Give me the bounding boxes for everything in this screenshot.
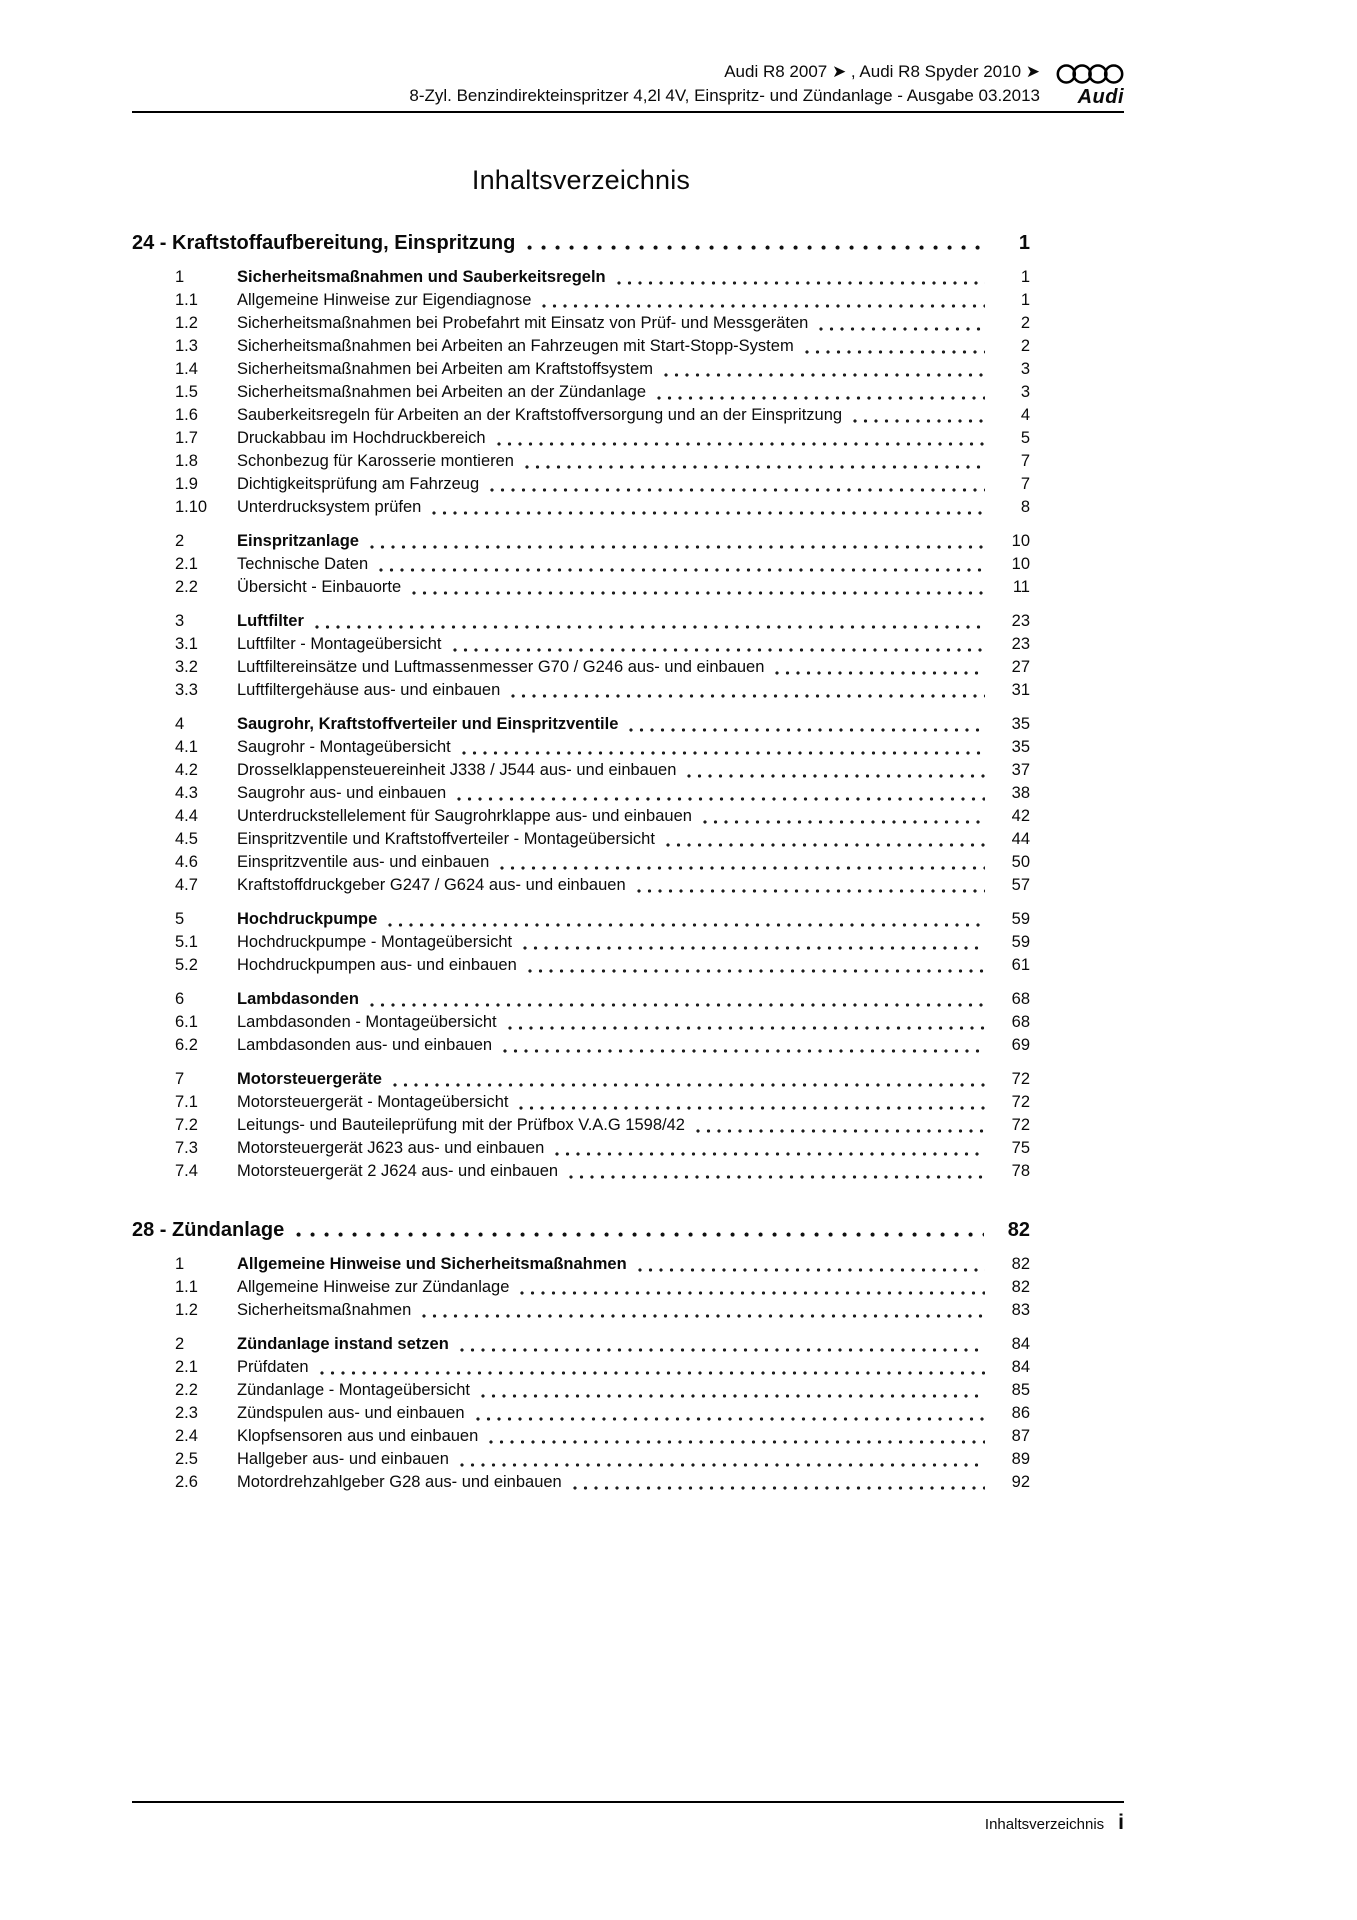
entry-page-number: 31 — [1011, 681, 1030, 699]
dot-leader — [460, 1348, 985, 1352]
entry-title: Dichtigkeitsprüfung am Fahrzeug — [237, 475, 480, 493]
entry-page-number: 3 — [1020, 360, 1030, 378]
entry-page-number: 1 — [1020, 268, 1030, 286]
dot-leader — [462, 751, 985, 755]
dot-leader — [569, 1175, 985, 1179]
entry-number: 2.6 — [175, 1473, 198, 1491]
page-title: Inhaltsverzeichnis — [471, 165, 691, 195]
entry-number: 1.9 — [175, 475, 198, 493]
header-text — [409, 60, 1040, 108]
dot-leader — [527, 245, 984, 250]
entry-title: Hochdruckpumpe - Montageübersicht — [237, 933, 513, 951]
dot-leader — [315, 625, 985, 629]
toc-entry-row — [132, 679, 1030, 702]
entry-title: Motorsteuergerät 2 J624 aus- und einbauen — [237, 1162, 559, 1180]
entry-page-number: 44 — [1011, 830, 1030, 848]
entry-number: 1.5 — [175, 383, 198, 401]
entry-title: Hochdruckpumpen aus- und einbauen — [237, 956, 517, 974]
toc-entry-row — [132, 1034, 1030, 1057]
entry-number: 5 — [175, 910, 185, 928]
entry-number: 1.3 — [175, 337, 198, 355]
dot-leader — [703, 820, 985, 824]
entry-number: 1.1 — [175, 291, 198, 309]
entry-number: 2.2 — [175, 578, 198, 596]
chapter-page-number: 82 — [1007, 1219, 1030, 1241]
dot-leader — [422, 1314, 985, 1318]
toc-entry-row — [132, 335, 1030, 358]
entry-page-number: 2 — [1020, 337, 1030, 355]
toc-entry-row — [132, 1011, 1030, 1034]
entry-title: Einspritzventile und Kraftstoffverteiler - Montageübersicht — [237, 830, 655, 848]
entry-title: Hallgeber aus- und einbauen — [237, 1450, 449, 1468]
entry-title: Unterdruckstellelement für Saugrohrklappe aus- und einbauen — [237, 807, 692, 825]
entry-number: 4.6 — [175, 853, 198, 871]
entry-page-number: 27 — [1011, 658, 1030, 676]
toc-entry-row — [132, 381, 1030, 404]
entry-page-number: 84 — [1011, 1335, 1030, 1353]
chapter-page-number: 1 — [1018, 232, 1030, 254]
dot-leader — [528, 969, 985, 973]
entry-title: Einspritzventile aus- und einbauen — [237, 853, 490, 871]
entry-page-number: 4 — [1020, 406, 1030, 424]
toc-entry-row — [132, 358, 1030, 381]
dot-leader — [393, 1083, 985, 1087]
entry-page-number: 1 — [1020, 291, 1030, 309]
dot-leader — [511, 694, 985, 698]
entry-title: Saugrohr aus- und einbauen — [237, 784, 447, 802]
toc-entry-row — [132, 1068, 1030, 1091]
dot-leader — [775, 671, 985, 675]
footer-page-number: i — [1118, 1811, 1124, 1834]
entry-page-number: 78 — [1011, 1162, 1030, 1180]
toc-entry-row — [132, 553, 1030, 576]
entry-title: Saugrohr, Kraftstoffverteiler und Einspritzventile — [237, 715, 619, 733]
entry-page-number: 87 — [1011, 1427, 1030, 1445]
entry-number: 4.2 — [175, 761, 198, 779]
toc-entry-row — [132, 404, 1030, 427]
entry-title: Luftfiltereinsätze und Luftmassenmesser G70 / G246 aus- und einbauen — [237, 658, 765, 676]
entry-page-number: 86 — [1011, 1404, 1030, 1422]
page-content — [132, 0, 1124, 1494]
dot-leader — [379, 568, 985, 572]
entry-number: 6 — [175, 990, 185, 1008]
entry-number: 1.10 — [175, 498, 208, 516]
dot-leader — [497, 442, 985, 446]
entry-title: Klopfsensoren aus und einbauen — [237, 1427, 479, 1445]
entry-title: Kraftstoffdruckgeber G247 / G624 aus- und einbauen — [237, 876, 626, 894]
entry-number: 7.4 — [175, 1162, 198, 1180]
dot-leader — [664, 373, 985, 377]
toc-entry-row — [132, 988, 1030, 1011]
toc-entry-row — [132, 713, 1030, 736]
toc-entry-row — [132, 1471, 1030, 1494]
entry-number: 1.7 — [175, 429, 198, 447]
chapter-heading-row — [132, 232, 1030, 255]
dot-leader — [696, 1129, 985, 1133]
toc-entry-row — [132, 530, 1030, 553]
entry-title: Druckabbau im Hochdruckbereich — [237, 429, 486, 447]
toc-entry-row — [132, 954, 1030, 977]
chapter-label: 28 - Zündanlage — [132, 1219, 285, 1241]
entry-page-number: 72 — [1011, 1070, 1030, 1088]
dot-leader — [388, 923, 985, 927]
entry-page-number: 23 — [1011, 612, 1030, 630]
toc-entry-row — [132, 805, 1030, 828]
entry-title: Schonbezug für Karosserie montieren — [237, 452, 514, 470]
dot-leader — [489, 1440, 985, 1444]
entry-number: 2.1 — [175, 1358, 198, 1376]
toc-entry-row — [132, 1379, 1030, 1402]
dot-leader — [638, 1268, 985, 1272]
entry-title: Zündanlage instand setzen — [237, 1335, 449, 1353]
entry-number: 2.3 — [175, 1404, 198, 1422]
toc-entry-row — [132, 656, 1030, 679]
dot-leader — [460, 1463, 985, 1467]
dot-leader — [503, 1049, 985, 1053]
entry-title: Lambdasonden — [237, 990, 359, 1008]
entry-title: Unterdrucksystem prüfen — [237, 498, 422, 516]
entry-title: Leitungs- und Bauteileprüfung mit der Prüfbox V.A.G 1598/42 — [237, 1116, 685, 1134]
entry-title: Luftfiltergehäuse aus- und einbauen — [237, 681, 501, 699]
entry-number: 4.7 — [175, 876, 198, 894]
footer-rule — [132, 1801, 1124, 1803]
entry-number: 1.6 — [175, 406, 198, 424]
toc-entry-row — [132, 576, 1030, 599]
entry-title: Sauberkeitsregeln für Arbeiten an der Kraftstoffversorgung und an der Einspritzung — [237, 406, 843, 424]
entry-page-number: 7 — [1020, 475, 1030, 493]
dot-leader — [320, 1371, 985, 1375]
entry-number: 2 — [175, 532, 185, 550]
toc-entry-row — [132, 1091, 1030, 1114]
entry-page-number: 72 — [1011, 1116, 1030, 1134]
dot-leader — [637, 889, 985, 893]
toc-entry-row — [132, 1356, 1030, 1379]
toc-entry-row — [132, 450, 1030, 473]
toc-entry-row — [132, 1253, 1030, 1276]
chapter-heading-row — [132, 1219, 1030, 1242]
entry-page-number: 85 — [1011, 1381, 1030, 1399]
entry-title: Lambdasonden - Montageübersicht — [237, 1013, 497, 1031]
dot-leader — [687, 774, 985, 778]
dot-leader — [476, 1417, 985, 1421]
entry-title: Zündspulen aus- und einbauen — [237, 1404, 465, 1422]
table-of-contents — [132, 232, 1030, 1494]
toc-section — [132, 165, 1124, 1494]
entry-title: Luftfilter - Montageübersicht — [237, 635, 442, 653]
entry-number: 1 — [175, 1255, 185, 1273]
toc-entry-row — [132, 427, 1030, 450]
entry-page-number: 8 — [1020, 498, 1030, 516]
toc-entry-row — [132, 874, 1030, 897]
entry-number: 7.3 — [175, 1139, 198, 1157]
toc-entry-row — [132, 1160, 1030, 1183]
entry-number: 1.8 — [175, 452, 198, 470]
dot-leader — [629, 728, 985, 732]
toc-entry-row — [132, 1299, 1030, 1322]
entry-title: Allgemeine Hinweise zur Eigendiagnose — [237, 291, 532, 309]
header-model-line: Audi R8 2007 ➤ , Audi R8 Spyder 2010 ➤ — [724, 62, 1040, 81]
entry-number: 3 — [175, 612, 185, 630]
dot-leader — [370, 1003, 985, 1007]
dot-leader — [555, 1152, 985, 1156]
entry-page-number: 38 — [1011, 784, 1030, 802]
entry-number: 4.4 — [175, 807, 198, 825]
entry-page-number: 72 — [1011, 1093, 1030, 1111]
toc-entry-row — [132, 1402, 1030, 1425]
page-header — [132, 0, 1124, 108]
dot-leader — [520, 1291, 985, 1295]
entry-number: 4.3 — [175, 784, 198, 802]
entry-title: Sicherheitsmaßnahmen bei Arbeiten an der Zündanlage — [237, 383, 647, 401]
entry-title: Motorsteuergerät J623 aus- und einbauen — [237, 1139, 545, 1157]
dot-leader — [573, 1486, 985, 1490]
toc-entry-row — [132, 1114, 1030, 1137]
entry-title: Luftfilter — [237, 612, 304, 630]
entry-title: Drosselklappensteuereinheit J338 / J544 aus- und einbauen — [237, 761, 677, 779]
entry-title: Hochdruckpumpe — [237, 910, 378, 928]
header-rule — [132, 111, 1124, 113]
entry-title: Sicherheitsmaßnahmen bei Arbeiten am Kraftstoffsystem — [237, 360, 654, 378]
entry-page-number: 42 — [1011, 807, 1030, 825]
entry-page-number: 2 — [1020, 314, 1030, 332]
entry-number: 4.5 — [175, 830, 198, 848]
entry-page-number: 92 — [1011, 1473, 1030, 1491]
dot-leader — [370, 545, 985, 549]
toc-entry-row — [132, 289, 1030, 312]
entry-page-number: 84 — [1011, 1358, 1030, 1376]
toc-entry-row — [132, 610, 1030, 633]
entry-title: Sicherheitsmaßnahmen und Sauberkeitsregeln — [237, 268, 606, 286]
audi-wordmark: Audi — [1077, 86, 1124, 108]
entry-number: 3.1 — [175, 635, 198, 653]
dot-leader — [519, 1106, 985, 1110]
entry-number: 4 — [175, 715, 185, 733]
dot-leader — [508, 1026, 985, 1030]
entry-title: Übersicht - Einbauorte — [237, 578, 402, 596]
dot-leader — [617, 281, 985, 285]
toc-entry-row — [132, 908, 1030, 931]
toc-entry-row — [132, 851, 1030, 874]
entry-title: Sicherheitsmaßnahmen — [237, 1301, 412, 1319]
dot-leader — [453, 648, 985, 652]
entry-number: 3.3 — [175, 681, 198, 699]
toc-entry-row — [132, 736, 1030, 759]
entry-page-number: 61 — [1011, 956, 1030, 974]
entry-page-number: 82 — [1011, 1278, 1030, 1296]
toc-entry-row — [132, 473, 1030, 496]
audi-rings-icon — [1056, 61, 1124, 87]
entry-page-number: 59 — [1011, 933, 1030, 951]
footer-label: Inhaltsverzeichnis — [984, 1816, 1105, 1833]
entry-title: Motordrehzahlgeber G28 aus- und einbauen — [237, 1473, 562, 1491]
entry-number: 2.2 — [175, 1381, 198, 1399]
entry-page-number: 37 — [1011, 761, 1030, 779]
toc-entry-row — [132, 1137, 1030, 1160]
entry-title: Lambdasonden aus- und einbauen — [237, 1036, 493, 1054]
entry-title: Sicherheitsmaßnahmen bei Probefahrt mit Einsatz von Prüf- und Messgeräten — [237, 314, 809, 332]
dot-leader — [523, 946, 985, 950]
toc-entry-row — [132, 828, 1030, 851]
dot-leader — [296, 1232, 984, 1237]
dot-leader — [805, 350, 985, 354]
dot-leader — [412, 591, 985, 595]
entry-page-number: 7 — [1020, 452, 1030, 470]
entry-number: 2.1 — [175, 555, 198, 573]
toc-entry-row — [132, 1276, 1030, 1299]
entry-number: 5.1 — [175, 933, 198, 951]
entry-title: Allgemeine Hinweise und Sicherheitsmaßnahmen — [237, 1255, 627, 1273]
header-edition-line: 8-Zyl. Benzindirekteinspritzer 4,2l 4V, Einspritz- und Zündanlage - Ausgabe 03.2013 — [409, 86, 1040, 105]
entry-number: 2 — [175, 1335, 185, 1353]
entry-page-number: 3 — [1020, 383, 1030, 401]
entry-title: Zündanlage - Montageübersicht — [237, 1381, 470, 1399]
dot-leader — [500, 866, 985, 870]
toc-entry-row — [132, 1448, 1030, 1471]
entry-page-number: 69 — [1011, 1036, 1030, 1054]
entry-number: 6.2 — [175, 1036, 198, 1054]
dot-leader — [457, 797, 985, 801]
entry-number: 6.1 — [175, 1013, 198, 1031]
entry-title: Motorsteuergeräte — [237, 1070, 382, 1088]
entry-number: 1.2 — [175, 314, 198, 332]
dot-leader — [490, 488, 985, 492]
dot-leader — [666, 843, 985, 847]
entry-number: 1.1 — [175, 1278, 198, 1296]
dot-leader — [657, 396, 985, 400]
dot-leader — [819, 327, 985, 331]
entry-number: 5.2 — [175, 956, 198, 974]
entry-number: 7.1 — [175, 1093, 198, 1111]
brand-block — [1056, 61, 1124, 108]
entry-number: 1.4 — [175, 360, 198, 378]
entry-page-number: 68 — [1011, 990, 1030, 1008]
entry-title: Motorsteuergerät - Montageübersicht — [237, 1093, 509, 1111]
entry-page-number: 59 — [1011, 910, 1030, 928]
entry-page-number: 68 — [1011, 1013, 1030, 1031]
toc-entry-row — [132, 312, 1030, 335]
toc-entry-row — [132, 759, 1030, 782]
toc-entry-row — [132, 266, 1030, 289]
entry-page-number: 23 — [1011, 635, 1030, 653]
entry-number: 2.4 — [175, 1427, 198, 1445]
entry-page-number: 10 — [1011, 532, 1030, 550]
entry-page-number: 11 — [1012, 578, 1030, 596]
entry-title: Sicherheitsmaßnahmen bei Arbeiten an Fahrzeugen mit Start-Stopp-System — [237, 337, 794, 355]
entry-page-number: 83 — [1011, 1301, 1030, 1319]
entry-number: 1 — [175, 268, 185, 286]
entry-number: 7.2 — [175, 1116, 198, 1134]
chapter-label: 24 - Kraftstoffaufbereitung, Einspritzung — [132, 232, 516, 254]
dot-leader — [525, 465, 985, 469]
dot-leader — [853, 419, 985, 423]
footer-line — [132, 1811, 1124, 1835]
entry-page-number: 35 — [1011, 738, 1030, 756]
entry-page-number: 89 — [1011, 1450, 1030, 1468]
entry-number: 2.5 — [175, 1450, 198, 1468]
dot-leader — [542, 304, 985, 308]
entry-page-number: 10 — [1011, 555, 1030, 573]
dot-leader — [481, 1394, 985, 1398]
entry-title: Einspritzanlage — [237, 532, 359, 550]
entry-page-number: 35 — [1011, 715, 1030, 733]
toc-entry-row — [132, 496, 1030, 519]
entry-page-number: 50 — [1011, 853, 1030, 871]
entry-title: Prüfdaten — [237, 1358, 309, 1376]
entry-page-number: 57 — [1011, 876, 1030, 894]
toc-entry-row — [132, 1425, 1030, 1448]
entry-number: 4.1 — [175, 738, 198, 756]
page-footer — [132, 1798, 1124, 1835]
entry-title: Technische Daten — [237, 555, 369, 573]
toc-entry-row — [132, 1333, 1030, 1356]
toc-entry-row — [132, 782, 1030, 805]
entry-page-number: 82 — [1011, 1255, 1030, 1273]
entry-number: 7 — [175, 1070, 185, 1088]
entry-title: Saugrohr - Montageübersicht — [237, 738, 451, 756]
dot-leader — [432, 511, 985, 515]
entry-page-number: 5 — [1020, 429, 1030, 447]
toc-entry-row — [132, 633, 1030, 656]
entry-title: Allgemeine Hinweise zur Zündanlage — [237, 1278, 510, 1296]
entry-page-number: 75 — [1011, 1139, 1030, 1157]
toc-entry-row — [132, 931, 1030, 954]
entry-number: 1.2 — [175, 1301, 198, 1319]
entry-number: 3.2 — [175, 658, 198, 676]
